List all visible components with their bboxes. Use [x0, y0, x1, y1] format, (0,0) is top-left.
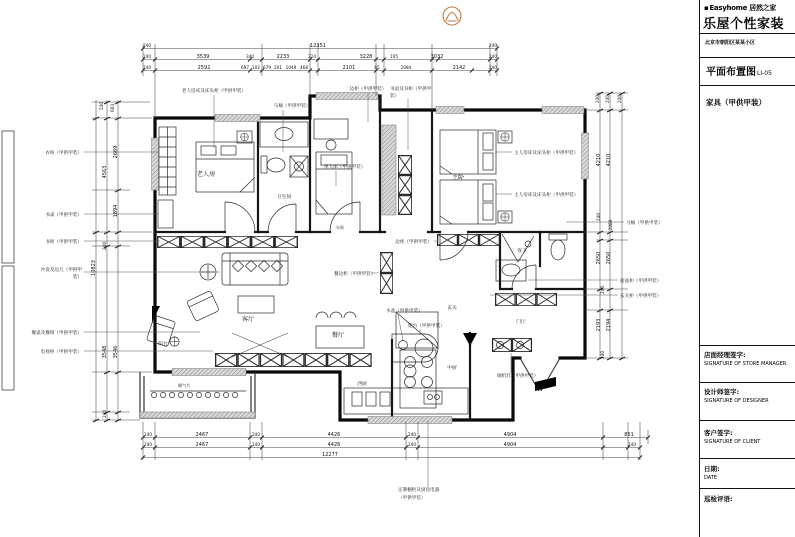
svg-text:468: 468 [300, 65, 308, 70]
compass-logo [443, 7, 461, 25]
shower-door [502, 234, 534, 262]
svg-text:240: 240 [595, 95, 600, 103]
svg-text:3548: 3548 [102, 345, 108, 359]
room-master-bedroom: 主卧 [451, 174, 465, 181]
room-dining: 餐厅 [331, 332, 345, 339]
svg-text:12351: 12351 [310, 43, 326, 49]
svg-text:201: 201 [274, 65, 282, 70]
svg-text:240: 240 [102, 242, 107, 250]
divider [700, 382, 795, 383]
svg-text:10823: 10823 [91, 260, 97, 276]
bed-elder [196, 142, 254, 192]
svg-text:240: 240 [628, 442, 636, 447]
svg-text:3228: 3228 [359, 54, 373, 60]
svg-text:240: 240 [252, 432, 260, 437]
svg-text:4904: 4904 [503, 442, 517, 448]
dimension-right [585, 92, 628, 360]
bar-island [392, 334, 438, 377]
svg-text:240: 240 [143, 54, 151, 59]
callout-master-bed-1: 主人房床及床头柜（甲供甲装） [514, 151, 579, 156]
callout-side-cabinet-top: 边柜（甲供甲装） [349, 87, 387, 92]
room-bath2: 客卫 [517, 249, 527, 254]
divider [700, 488, 795, 489]
callout-entry-cabinet-right: 玄关柜（甲供甲装） [620, 294, 662, 299]
callout-hob: 烟机灶（甲供甲装） [497, 374, 539, 379]
svg-text:102: 102 [252, 65, 260, 70]
room-bath1: 卫生间 [276, 195, 292, 200]
callout-desk-left: 书桌（甲供甲装） [45, 213, 82, 218]
callout-sink-bar: 水盆（甲供甲装） [386, 309, 423, 314]
svg-text:679: 679 [263, 65, 271, 70]
divider [700, 420, 795, 421]
closet-hatch [382, 125, 396, 215]
room-kitchen-cn: 中厨 [447, 366, 457, 371]
sheet-edge-marks [2, 131, 14, 390]
svg-text:2101: 2101 [342, 65, 356, 71]
date-field: 日期: DATE [704, 465, 720, 481]
room-labels [158, 170, 527, 387]
desk [314, 119, 348, 139]
sofa [222, 253, 288, 285]
svg-text:240: 240 [143, 43, 151, 48]
basin [502, 264, 520, 276]
svg-text:2142: 2142 [452, 65, 466, 71]
svg-text:603: 603 [110, 104, 115, 112]
svg-text:240: 240 [99, 102, 104, 110]
svg-text:340: 340 [246, 54, 254, 59]
drawing-title: 平面布置图LI-05 [706, 67, 772, 78]
svg-text:4210: 4210 [606, 153, 612, 167]
room-kitchen-west: 西厨 [357, 382, 367, 387]
kitchen-counter [344, 388, 468, 414]
svg-text:240: 240 [144, 442, 152, 447]
svg-text:1894: 1894 [113, 204, 119, 218]
svg-text:3546: 3546 [113, 345, 119, 359]
divider [700, 458, 795, 459]
dining-furniture [316, 312, 364, 348]
callout-master-bed-2: 主人房床及床头柜（甲供甲装） [514, 193, 579, 198]
master-bed-a [440, 130, 496, 174]
svg-text:697: 697 [241, 65, 249, 70]
callout-kitchen-bottom: 定制橱柜及厨房电器 [398, 488, 440, 493]
svg-text:4426: 4426 [327, 432, 341, 438]
svg-text:65: 65 [374, 65, 380, 70]
kitchen-fixtures [344, 312, 468, 414]
callout-elder-bed: 老人房床及床头柜（甲供甲装） [181, 89, 247, 94]
svg-text:装）: 装） [72, 275, 82, 280]
callout-single-bed: 单人床（甲供甲装） [324, 165, 366, 170]
floor-lamp [170, 337, 179, 346]
project-address: 北京市朝阳区某某小区 [705, 40, 756, 46]
room-wardrobe: 衣柜 [335, 225, 345, 230]
callout-toilet-right: 马桶（甲供甲装） [626, 221, 663, 226]
coffee-table [238, 296, 274, 313]
svg-text:240: 240 [143, 65, 151, 70]
master-bedroom-furniture [440, 130, 512, 224]
bath2-fixtures [496, 234, 567, 281]
callout-basin-right: 面盆柜（甲供甲装） [620, 279, 662, 284]
svg-text:2592: 2592 [197, 65, 211, 71]
svg-text:240: 240 [252, 442, 260, 447]
desk-elder [158, 200, 173, 228]
balcony-radiator [150, 391, 246, 398]
svg-text:240: 240 [408, 432, 416, 437]
drawing-number: LI-05 [757, 70, 772, 77]
svg-text:3032: 3032 [430, 54, 444, 60]
room-living: 客厅 [241, 316, 255, 323]
callout-dining-cabinet: 餐边柜（甲供甲装） [334, 272, 376, 277]
svg-text:224: 224 [308, 54, 316, 59]
svg-text:240: 240 [489, 65, 497, 70]
furniture-note: 家具（甲供甲装） [706, 98, 766, 107]
title-block [699, 0, 795, 537]
svg-text:2084: 2084 [400, 65, 412, 70]
svg-text:240: 240 [144, 432, 152, 437]
svg-text:240: 240 [408, 442, 416, 447]
svg-text:105: 105 [390, 54, 398, 59]
svg-text:1049: 1049 [285, 65, 297, 70]
hall-hob-cabinet [493, 338, 532, 351]
room-balcony: 阳台 [158, 342, 168, 347]
callout-labels [31, 85, 662, 501]
dimension-bottom [141, 422, 650, 460]
callout-dining-left: 餐桌及餐椅（甲供甲装） [31, 331, 82, 336]
room-foyer: 门厅 [516, 320, 526, 325]
svg-text:851: 851 [624, 432, 634, 438]
callout-side-cabinet-master: 边柜（甲供甲装） [395, 240, 432, 245]
callout-sofa: 沙发及边几（甲供甲 [40, 268, 82, 273]
svg-text:装）: 装） [390, 94, 400, 99]
svg-text:4426: 4426 [327, 442, 341, 448]
svg-text:2467: 2467 [195, 432, 209, 438]
svg-text:2650: 2650 [596, 251, 602, 265]
divider [700, 33, 795, 34]
divider [700, 57, 795, 58]
bar-stool [404, 365, 416, 377]
entry-mat [535, 377, 556, 391]
signature-store-manager: 店面经理签字: SIGNATURE OF STORE MANAGER [704, 351, 787, 367]
callout-desk-bookcase: 书桌及书柜（甲供甲 [390, 87, 432, 92]
brand-logo-line: ▪Easyhome 居然之家 [704, 4, 777, 12]
brand-logo-icon: ▪ [704, 4, 709, 12]
svg-text:2467: 2467 [195, 442, 209, 448]
svg-text:2233: 2233 [276, 54, 290, 60]
svg-text:4904: 4904 [503, 432, 517, 438]
review-field: 巡检评语: [704, 495, 733, 503]
svg-text:240: 240 [489, 54, 497, 59]
callout-toilet-top: 马桶（甲供甲装） [273, 104, 311, 109]
room-entry: 玄关 [447, 306, 457, 311]
closet-cabinets [398, 156, 411, 215]
callout-radiator: 暖气片 [178, 383, 191, 388]
callout-bar: 吧台（甲供甲装） [408, 324, 445, 329]
svg-text:240: 240 [600, 286, 605, 294]
master-bed-b [440, 180, 496, 224]
callout-tv-left: 电视柜（甲供甲装） [40, 350, 82, 355]
svg-text:240: 240 [605, 95, 610, 103]
svg-text:12277: 12277 [322, 452, 338, 458]
svg-text:2669: 2669 [113, 145, 119, 159]
callout-wardrobe-left: 衣柜（甲供甲装） [45, 151, 82, 156]
svg-text:4210: 4210 [596, 153, 602, 167]
svg-text:240: 240 [617, 95, 622, 103]
dimension-left [91, 100, 152, 422]
svg-text:240: 240 [600, 351, 605, 359]
svg-text:（甲供甲装）: （甲供甲装） [398, 496, 426, 501]
svg-text:3539: 3539 [196, 54, 210, 60]
signature-client: 客户签字: SIGNATURE OF CLIENT [704, 429, 761, 445]
room-elder-bedroom: 老人房 [196, 171, 216, 178]
divider [700, 345, 795, 346]
callout-bookcase-left: 书柜（甲供甲装） [45, 240, 82, 245]
toilet [551, 240, 565, 260]
svg-text:4563: 4563 [102, 165, 108, 179]
svg-text:240: 240 [596, 213, 601, 221]
toilet [267, 158, 285, 172]
signature-designer: 设计师签字: SIGNATURE OF DESIGNER [704, 388, 769, 404]
svg-text:2193: 2193 [596, 318, 602, 332]
svg-text:2650: 2650 [606, 251, 612, 265]
divider [700, 85, 795, 86]
basin [275, 128, 293, 141]
svg-text:240: 240 [489, 43, 497, 48]
bath1-fixtures [260, 122, 308, 177]
svg-text:2089: 2089 [608, 219, 613, 231]
svg-text:2194: 2194 [606, 318, 612, 332]
svg-text:240: 240 [102, 410, 107, 418]
brand-name: 乐屋个性家装 [703, 17, 785, 32]
